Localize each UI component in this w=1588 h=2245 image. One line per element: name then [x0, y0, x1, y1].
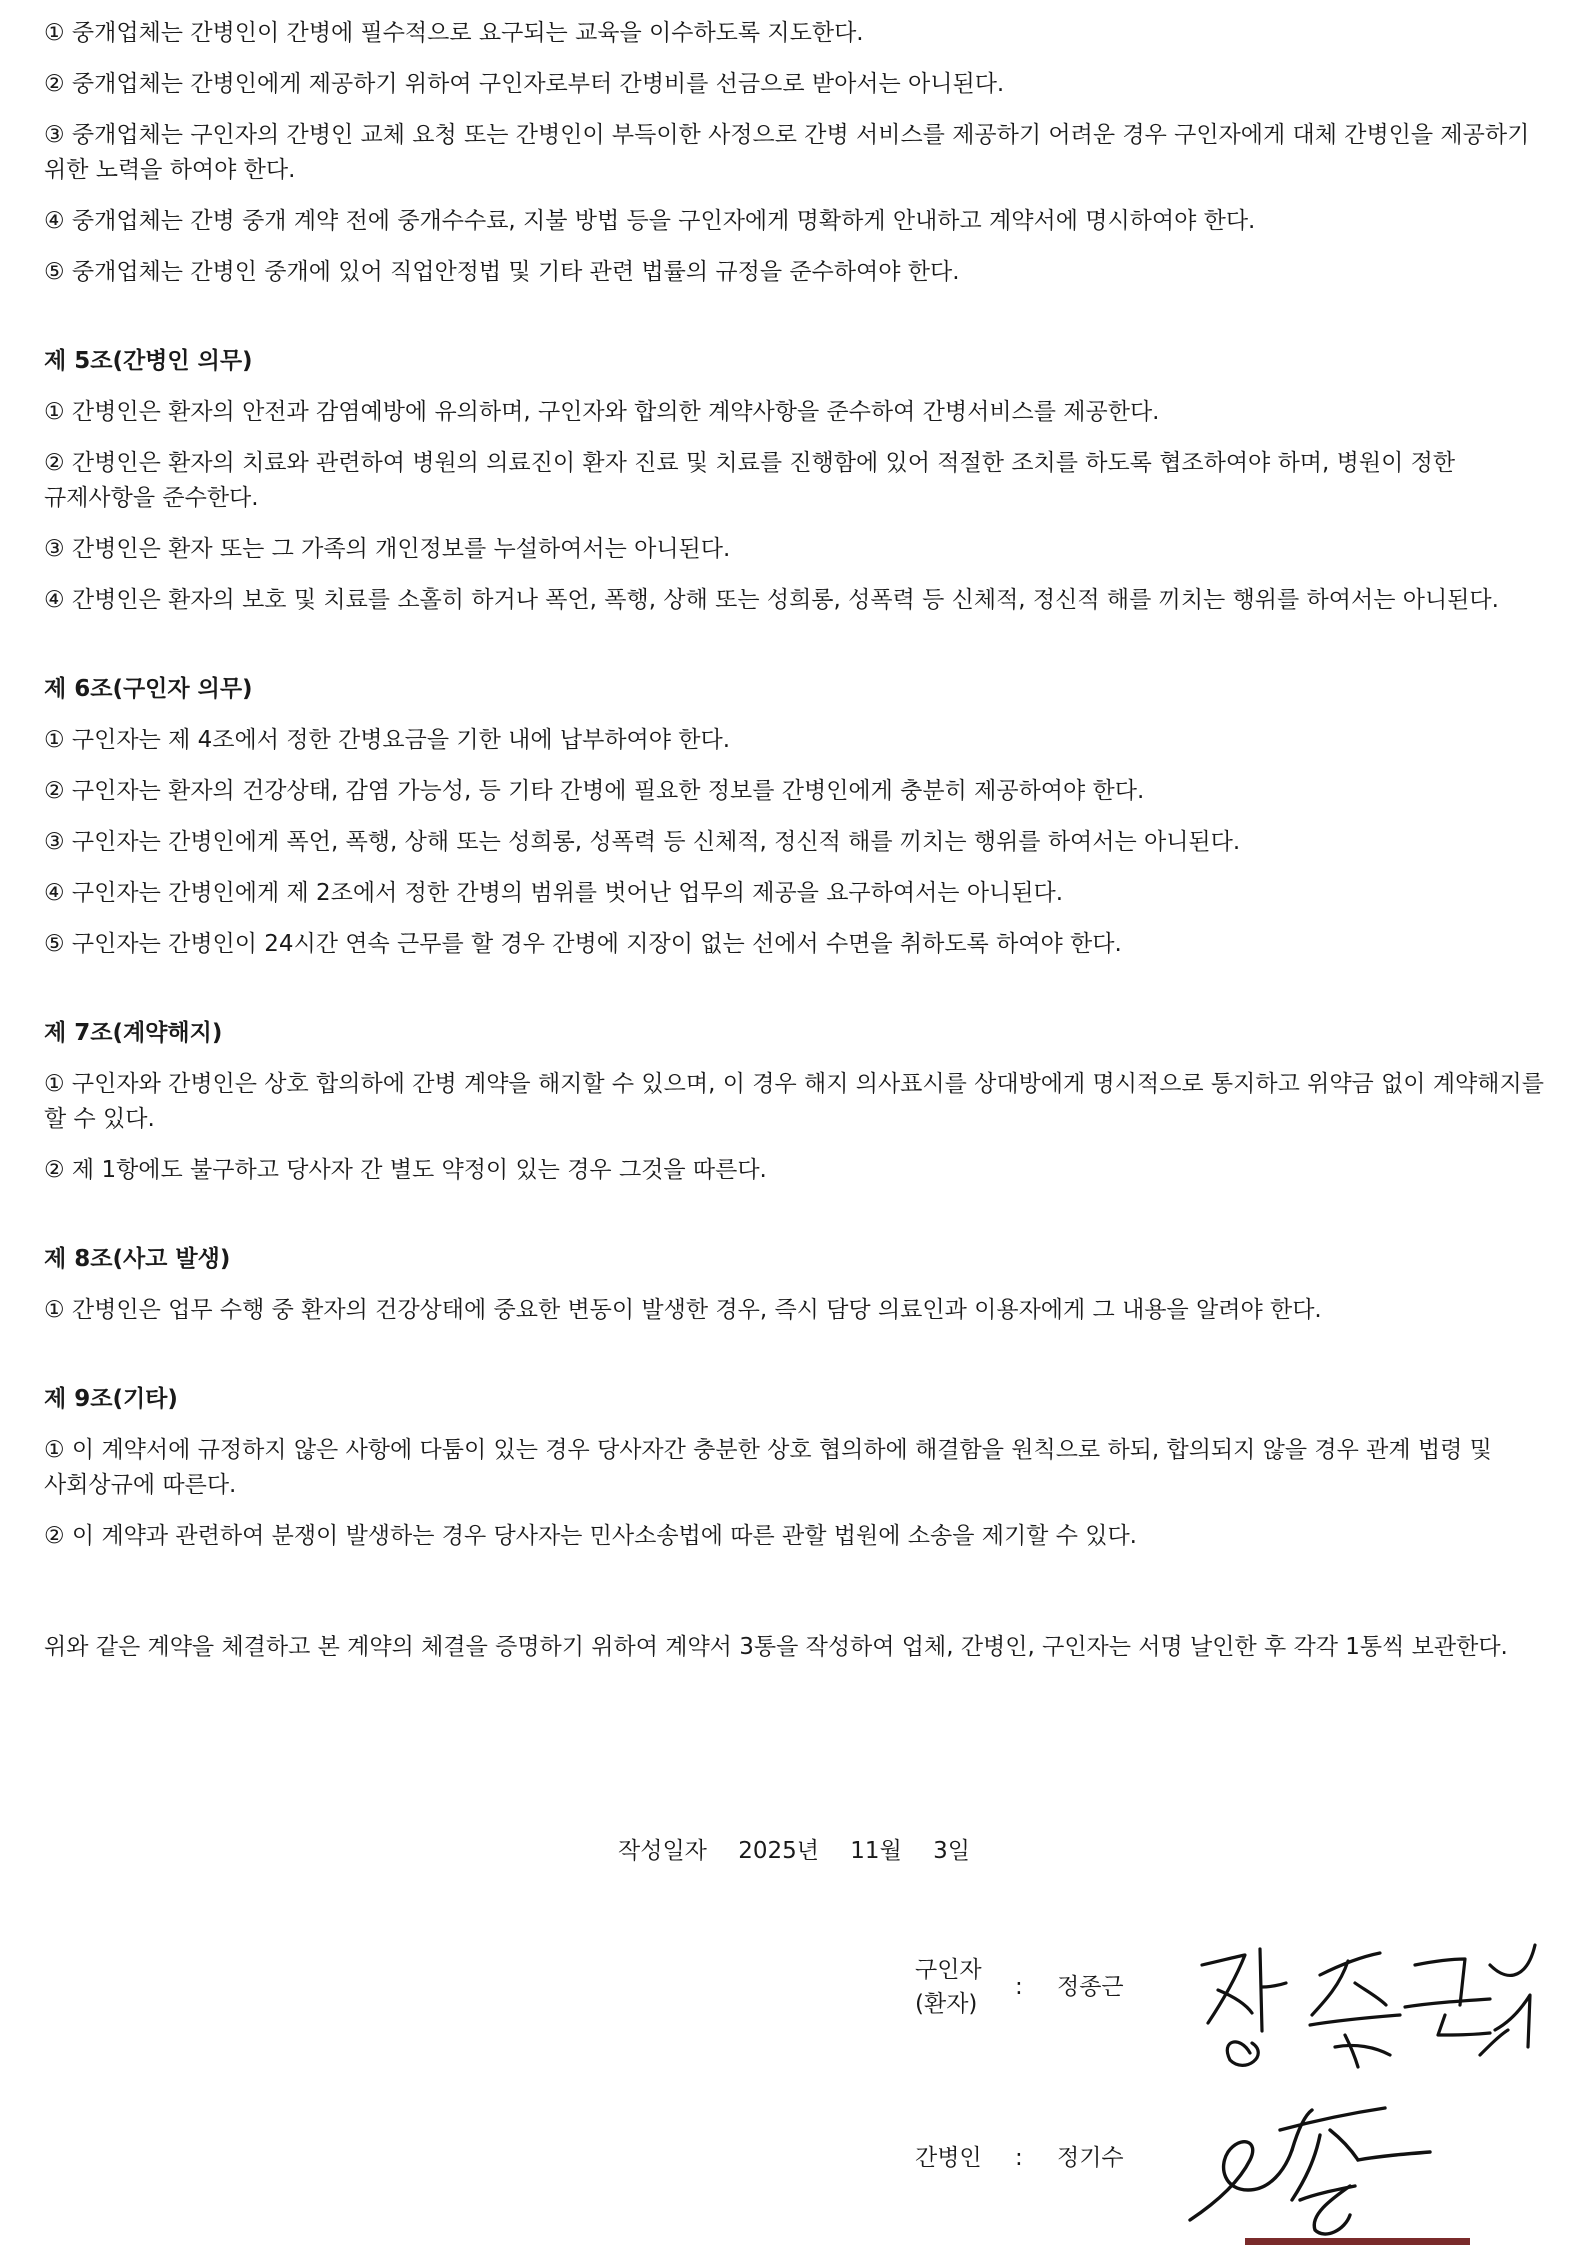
article4-item-1: ① 중개업체는 간병인이 간병에 필수적으로 요구되는 교육을 이수하도록 지도한다. — [44, 20, 864, 46]
article4-item-5: ⑤ 중개업체는 간병인 중개에 있어 직업안정법 및 기타 관련 법률의 규정을 준수하여야 한다. — [44, 259, 960, 285]
client-name: 정종근 — [1057, 1974, 1124, 2000]
article9-item-2: ② 이 계약과 관련하여 분쟁이 발생하는 경우 당사자는 민사소송법에 따른 관할 법원에 소송을 제기할 수 있다. — [44, 1523, 1137, 1549]
article8-title: 제 8조(사고 발생) — [44, 1246, 231, 1272]
client-role-line2: (환자) — [915, 1991, 978, 2017]
date-label: 작성일자 — [618, 1838, 707, 1864]
article4-item-3: ③ 중개업체는 구인자의 간병인 교체 요청 또는 간병인이 부득이한 사정으로 간병 서비스를 제공하기 어려운 경우 구인자에게 대체 간병인을 제공하기 위한 노력을 하여야 한다. — [44, 122, 1530, 183]
article6-item-4: ④ 구인자는 간병인에게 제 2조에서 정한 간병의 범위를 벗어난 업무의 제공을 요구하여서는 아니된다. — [44, 880, 1064, 906]
caregiver-colon: : — [1015, 2145, 1023, 2171]
client-role — [915, 1953, 995, 2021]
article7-item-2: ② 제 1항에도 불구하고 당사자 간 별도 약정이 있는 경우 그것을 따른다. — [44, 1157, 767, 1183]
article6-item-2: ② 구인자는 환자의 건강상태, 감염 가능성, 등 기타 간병에 필요한 정보를 간병인에게 충분히 제공하여야 한다. — [44, 778, 1145, 804]
article7-title: 제 7조(계약해지) — [44, 1020, 223, 1046]
caregiver-signature — [1180, 2090, 1500, 2240]
stamp-edge — [1245, 2238, 1470, 2245]
client-colon: : — [1015, 1974, 1023, 2000]
article6-item-5: ⑤ 구인자는 간병인이 24시간 연속 근무를 할 경우 간병에 지장이 없는 선에서 수면을 취하도록 하여야 한다. — [44, 931, 1122, 957]
caregiver-signatory — [915, 2141, 1215, 2181]
date-month: 11월 — [850, 1838, 902, 1864]
contract-page — [44, 16, 1544, 1665]
article6-title: 제 6조(구인자 의무) — [44, 676, 253, 702]
article6-item-3: ③ 구인자는 간병인에게 폭언, 폭행, 상해 또는 성희롱, 성폭력 등 신체적, 정신적 해를 끼치는 행위를 하여서는 아니된다. — [44, 829, 1241, 855]
client-signature — [1190, 1935, 1550, 2075]
article7-item-1: ① 구인자와 간병인은 상호 합의하에 간병 계약을 해지할 수 있으며, 이 경우 해지 의사표시를 상대방에게 명시적으로 통지하고 위약금 없이 계약해지를 할 수 있다. — [44, 1071, 1544, 1132]
client-role-line1: 구인자 — [915, 1957, 982, 1983]
article4-item-4: ④ 중개업체는 간병 중개 계약 전에 중개수수료, 지불 방법 등을 구인자에게 명확하게 안내하고 계약서에 명시하여야 한다. — [44, 208, 1256, 234]
article5-item-3: ③ 간병인은 환자 또는 그 가족의 개인정보를 누설하여서는 아니된다. — [44, 536, 731, 562]
date-day: 3일 — [933, 1838, 970, 1864]
article8-item-1: ① 간병인은 업무 수행 중 환자의 건강상태에 중요한 변동이 발생한 경우, 즉시 담당 의료인과 이용자에게 그 내용을 알려야 한다. — [44, 1297, 1322, 1323]
date-year: 2025년 — [738, 1838, 819, 1864]
article5-item-4: ④ 간병인은 환자의 보호 및 치료를 소홀히 하거나 폭언, 폭행, 상해 또는 성희롱, 성폭력 등 신체적, 정신적 해를 끼치는 행위를 하여서는 아니된다. — [44, 587, 1499, 613]
article6-item-1: ① 구인자는 제 4조에서 정한 간병요금을 기한 내에 납부하여야 한다. — [44, 727, 731, 753]
article5-title: 제 5조(간병인 의무) — [44, 348, 253, 374]
article5-item-2: ② 간병인은 환자의 치료와 관련하여 병원의 의료진이 환자 진료 및 치료를 진행함에 있어 적절한 조치를 하도록 협조하여야 하며, 병원이 정한 규제사항을 준수한다. — [44, 450, 1456, 511]
caregiver-role: 간병인 — [915, 2145, 982, 2171]
client-signatory — [915, 1953, 1215, 2023]
article9-title: 제 9조(기타) — [44, 1386, 178, 1412]
article9-item-1: ① 이 계약서에 규정하지 않은 사항에 다툼이 있는 경우 당사자간 충분한 상호 협의하에 해결함을 원칙으로 하되, 합의되지 않을 경우 관계 법령 및 사회상규에 따른다. — [44, 1437, 1492, 1498]
date-line — [0, 1832, 1588, 1865]
article4-item-2: ② 중개업체는 간병인에게 제공하기 위하여 구인자로부터 간병비를 선금으로 받아서는 아니된다. — [44, 71, 1005, 97]
closing-statement: 위와 같은 계약을 체결하고 본 계약의 체결을 증명하기 위하여 계약서 3통을 작성하여 업체, 간병인, 구인자는 서명 날인한 후 각각 1통씩 보관한다. — [44, 1634, 1508, 1660]
article5-item-1: ① 간병인은 환자의 안전과 감염예방에 유의하며, 구인자와 합의한 계약사항을 준수하여 간병서비스를 제공한다. — [44, 399, 1160, 425]
caregiver-name: 정기수 — [1057, 2145, 1124, 2171]
